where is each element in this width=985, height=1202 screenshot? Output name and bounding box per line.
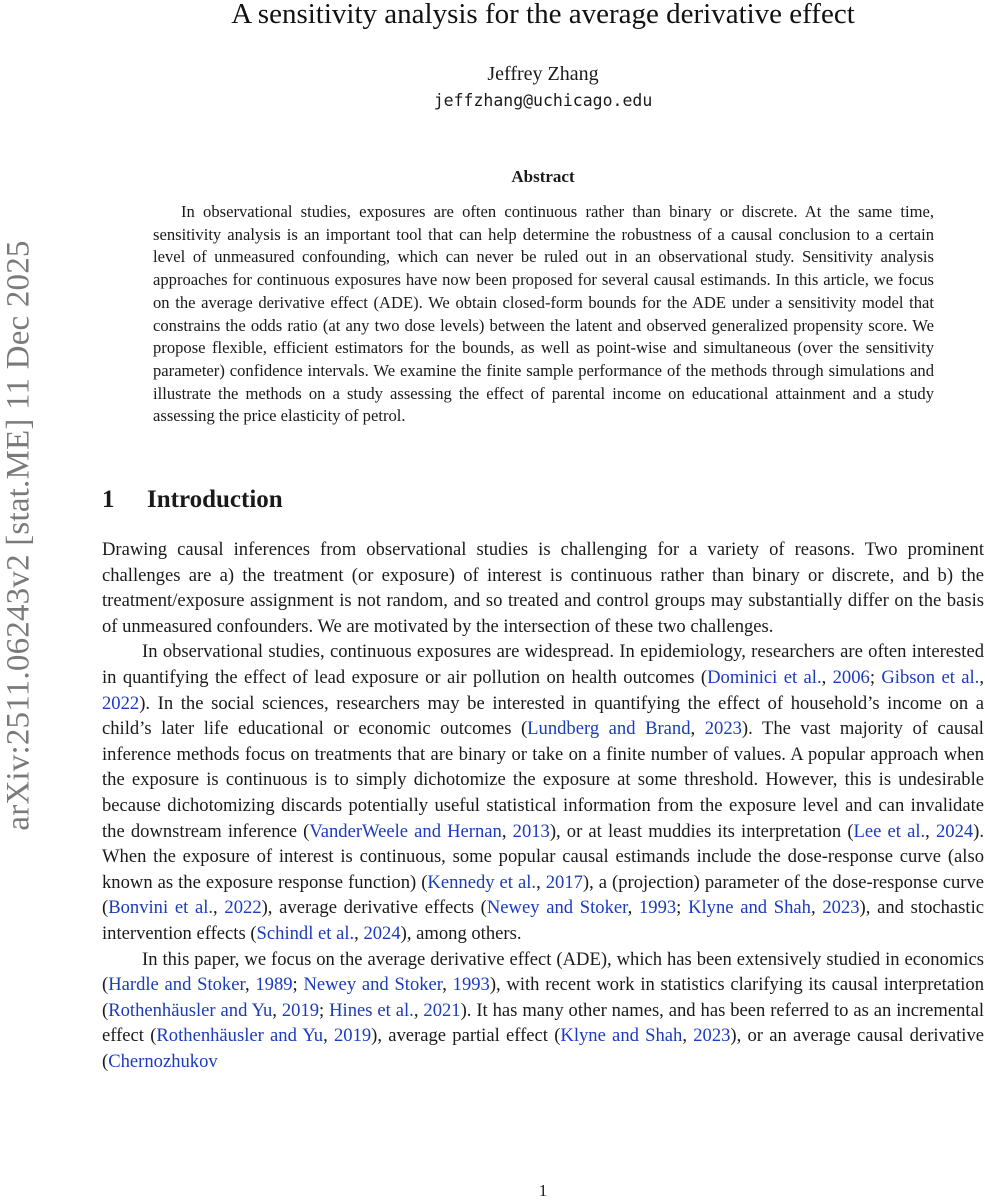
section-number: 1 (102, 486, 115, 513)
citation-link[interactable]: 1993 (452, 974, 490, 996)
citation-link[interactable]: 2013 (512, 820, 550, 842)
body-text-run: Drawing causal inferences from observational studies is challenging for a variety of reasons. Two prominent challenges are a) the treatment (or exposure) of interest is continuous rather than binary or discrete, and b) the treatment/exposure assignment is not random, and so treated and control groups may substantially differ on the basis of unmeasured confounders. We are motivated by the intersection of these two challenges. (102, 539, 984, 637)
citation-link[interactable]: Rothenhäusler and Yu (156, 1025, 324, 1047)
body-text-run: , (213, 897, 225, 919)
body-text-run: , (690, 718, 705, 740)
body-text-run: , (244, 974, 256, 996)
page-number: 1 (538, 1181, 548, 1200)
citation-link[interactable]: Klyne and Shah (560, 1025, 683, 1047)
section-heading (102, 484, 283, 516)
citation-link[interactable]: Chernozhukov (108, 1050, 218, 1072)
body-paragraph (102, 639, 984, 946)
author-email: jeffzhang@uchicago.edu (433, 91, 653, 110)
citation-link[interactable]: 2023 (822, 897, 860, 919)
citation-link[interactable]: 1989 (255, 974, 293, 996)
citation-link[interactable]: 2023 (704, 718, 742, 740)
body-text-run: ). The vast majority of causal inference methods focus on treatments that are binary or take on a finite number of values. A popular approach when the exposure is continuous is to simply dichotomize the exposure at some threshold. However, this is undesirable because dichotomizing discards potentially useful statistical information from the exposure level and can invalidate the downstream inference ( (102, 718, 984, 842)
citation-link[interactable]: 2006 (832, 666, 870, 688)
citation-link[interactable]: 2017 (545, 871, 583, 893)
citation-link[interactable]: Schindl et al. (256, 922, 355, 944)
body-text-run: ), average derivative effects ( (261, 897, 487, 919)
citation-link[interactable]: Lundberg and Brand (527, 718, 691, 740)
citation-link[interactable]: Hardle and Stoker (108, 974, 245, 996)
body-text-run: , (442, 974, 453, 996)
body-text-run: , (413, 999, 424, 1021)
body-text-run: , (627, 897, 639, 919)
body-text (102, 537, 984, 1074)
body-text-run: ; (676, 897, 689, 919)
citation-link[interactable]: VanderWeele and Hernan (309, 820, 502, 842)
citation-link[interactable]: Bonvini et al. (108, 897, 214, 919)
citation-link[interactable]: 2021 (423, 999, 461, 1021)
body-text-run: ), a (projection) parameter of the dose-response curve ( (102, 871, 985, 919)
citation-link[interactable]: 2024 (935, 820, 974, 842)
citation-link[interactable]: 2022 (224, 897, 262, 919)
body-text-run: ). In the social sciences, researchers may be interested in quantifying the effect of household’s income on a child’s later life educational or economic outcomes ( (102, 692, 984, 740)
citation-link[interactable]: 2022 (102, 692, 140, 714)
body-text-run: , (501, 820, 513, 842)
body-text-run: , (682, 1025, 694, 1047)
citation-link[interactable]: Lee et al. (853, 820, 926, 842)
body-text-run: , (821, 666, 833, 688)
body-text-run: , (810, 897, 823, 919)
citation-link[interactable]: 1993 (638, 897, 677, 919)
citation-link[interactable]: Klyne and Shah (688, 897, 811, 919)
body-text-run: ), or an average causal derivative ( (102, 1025, 985, 1072)
body-paragraph (102, 947, 984, 1075)
body-text-run: ). It has many other names, and has been referred to as an incremental effect ( (102, 999, 984, 1047)
author-name: Jeffrey Zhang (487, 63, 599, 85)
body-text-run: , (979, 666, 984, 688)
citation-link[interactable]: 2023 (693, 1025, 731, 1047)
citation-link[interactable]: Newey and Stoker (303, 974, 443, 996)
citation-link[interactable]: 2024 (363, 922, 401, 944)
citation-link[interactable]: Gibson et al. (881, 666, 980, 688)
body-text-run: , (925, 820, 936, 842)
body-text-run: , (272, 999, 282, 1021)
citation-link[interactable]: Hines et al. (329, 999, 414, 1021)
body-text-run: , (354, 922, 364, 944)
body-text-run: ), average partial effect ( (371, 1025, 561, 1047)
arxiv-identifier: arXiv:2511.06243v2 [stat.ME] 11 Dec 2025 (0, 239, 37, 831)
body-text-run: ; (292, 974, 304, 996)
abstract-heading: Abstract (511, 167, 575, 186)
citation-link[interactable]: Dominici et al. (707, 666, 822, 688)
section-title: Introduction (147, 486, 283, 513)
abstract-text: In observational studies, exposures are often continuous rather than binary or discrete. At the same time, sensitivity analysis is an important tool that can help determine the robustness of a causal conclusion to a certain level of unmeasured confounding, which can never be ruled out in an observational study. Sensitivity analysis approaches for continuous exposures have now been proposed for several causal estimands. In this article, we focus on the average derivative effect (ADE). We obtain closed-form bounds for the ADE under a sensitivity model that constrains the odds ratio (at any two dose levels) between the latent and observed generalized propensity score. We propose flexible, efficient estimators for the bounds, as well as point-wise and simultaneous (over the sensitivity parameter) confidence intervals. We examine the finite sample performance of the methods through simulations and illustrate the methods on a study assessing the effect of parental income on educational attainment and a study assessing the price elasticity of petrol. (153, 202, 934, 426)
body-text-run: ; (869, 666, 882, 688)
arxiv-side-stamp (2, 190, 36, 880)
citation-link[interactable]: Newey and Stoker (486, 897, 628, 919)
body-text-run: ; (319, 999, 330, 1021)
citation-link[interactable]: 2019 (281, 999, 320, 1021)
body-text-run: In this paper, we focus on the average derivative effect (ADE), which has been extensively studied in economics ( (102, 948, 984, 996)
body-text-run: ), or at least muddies its interpretation ( (549, 820, 854, 842)
body-text-run: , (323, 1025, 334, 1047)
citation-link[interactable]: 2019 (333, 1025, 372, 1047)
body-text-run: In observational studies, continuous exposures are widespread. In epidemiology, researchers are often interested in quantifying the effect of lead exposure or air pollution on health outcomes ( (102, 641, 984, 688)
body-text-run: ), among others. (400, 922, 522, 944)
citation-link[interactable]: Rothenhäusler and Yu (108, 999, 273, 1021)
body-text-run: ), with recent work in statistics clarifying its causal interpretation ( (102, 974, 985, 1021)
body-text-run: ). When the exposure of interest is continuous, some popular causal estimands include the dose-response curve (also known as the exposure response function) ( (102, 820, 984, 893)
body-paragraph (102, 537, 984, 639)
paper-title: A sensitivity analysis for the average derivative effect (231, 0, 855, 30)
citation-link[interactable]: Kennedy et al. (427, 871, 537, 893)
body-text-run: , (536, 871, 546, 893)
body-text-run: ), and stochastic intervention effects ( (102, 897, 984, 944)
